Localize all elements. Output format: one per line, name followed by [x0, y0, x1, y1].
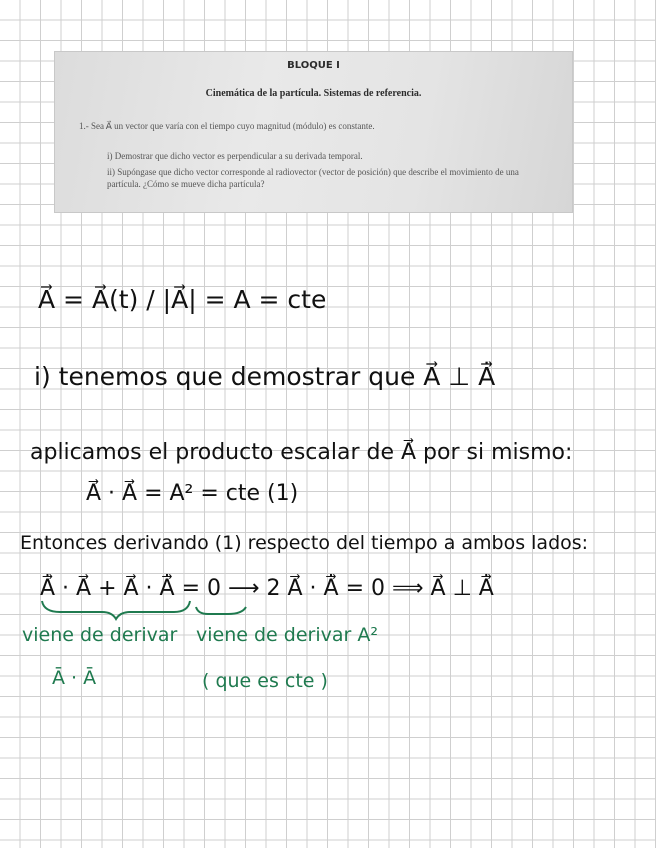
note-line-statement: i) tenemos que demostrar que A⃗ ⊥ A⃗̇ — [34, 362, 496, 391]
annotation-right: viene de derivar A² — [196, 624, 378, 646]
brace-right — [196, 607, 246, 614]
part-ii-text: ii) Supóngase que dicho vector corresponde al radiovector (vector de posición) que describe el movimiento de una partícula. ¿Cómo se mueve dicha partícula? — [107, 167, 519, 189]
part-i-text: i) Demostrar que dicho vector es perpendicular a su derivada temporal. — [107, 151, 363, 161]
block-title: BLOQUE I — [287, 60, 340, 71]
section-title: Cinemática de la partícula. Sistemas de referencia. — [205, 88, 422, 99]
annotation-left-expr: Ā · Ā — [52, 667, 97, 689]
problem-text: 1.- Sea A⃗ un vector que varía con el tiempo cuyo magnitud (módulo) es constante. — [79, 121, 375, 131]
note-line-derivative: Entonces derivando (1) respecto del tiempo a ambos lados: — [20, 532, 589, 554]
annotation-right-expr: ( que es cte ) — [202, 670, 328, 692]
brace-left — [42, 601, 190, 619]
note-line-dot-product: aplicamos el producto escalar de A⃗ por si mismo: — [30, 440, 573, 465]
note-line-result: A⃗̇ · A⃗ + A⃗ · A⃗̇ = 0 ⟶ 2 A⃗ · A⃗̇ = 0 ⟹ A⃗ ⊥ A⃗̇ — [40, 576, 494, 601]
note-line-equation-1: A⃗ · A⃗ = A² = cte (1) — [86, 481, 299, 506]
annotation-left: viene de derivar — [22, 624, 178, 646]
note-line-definition: A⃗ = A⃗(t) / |A⃗| = A = cte — [38, 285, 327, 314]
